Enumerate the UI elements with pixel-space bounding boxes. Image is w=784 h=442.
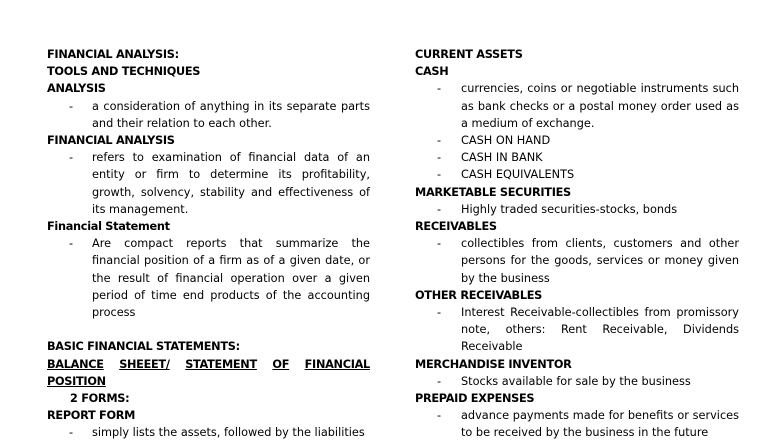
analysis-heading: ANALYSIS [47, 82, 106, 96]
merchandise-inventory-item [415, 373, 739, 390]
cash-equivalents-text: CASH EQUIVALENTS [461, 168, 575, 182]
receivables-heading: RECEIVABLES [415, 219, 497, 233]
bs-word: STATEMENT [185, 357, 257, 371]
left-column [47, 46, 370, 442]
marketable-securities-item [415, 201, 739, 218]
report-form-heading: REPORT FORM [47, 409, 136, 423]
cash-definition-text: currencies, coins or negotiable instruments such as bank checks or a postal money order used as a medium of exchange. [461, 82, 739, 130]
blank-line [47, 321, 370, 338]
receivables-item [415, 235, 739, 287]
receivables-text: collectibles from clients, customers and other persons for the goods, services or money given by the business [461, 237, 739, 285]
current-assets-heading: CURRENT ASSETS [415, 48, 523, 61]
cash-item [415, 166, 739, 183]
bs-word: SHEEET/ [119, 357, 170, 371]
merchandise-inventory-heading: MERCHANDISE INVENTOR [415, 357, 572, 371]
other-receivables-heading: OTHER RECEIVABLES [415, 288, 543, 302]
financial-analysis-heading: FINANCIAL ANALYSIS [47, 133, 175, 147]
analysis-text: a consideration of anything in its separate parts and their relation to each other. [92, 99, 370, 130]
bullet-dash: - [437, 82, 442, 96]
cash-on-hand-text: CASH ON HAND [461, 133, 551, 147]
prepaid-expenses-text: advance payments made for benefits or services to be received by the business in the future [461, 409, 739, 440]
report-form-text: simply lists the assets, followed by the liabilities [92, 426, 365, 440]
bullet-dash: - [69, 426, 74, 440]
right-column [415, 46, 739, 442]
bs-word: FINANCIAL [304, 357, 370, 371]
marketable-securities-text: Highly traded securities-stocks, bonds [461, 202, 678, 216]
cash-item [415, 149, 739, 166]
financial-analysis-text: refers to examination of financial data of an entity or firm to determine its profitability, growth, solvency, stability and effectiveness of its management. [92, 151, 370, 216]
bullet-dash: - [69, 151, 74, 165]
marketable-securities-heading: MARKETABLE SECURITIES [415, 185, 571, 199]
bullet-dash: - [437, 168, 442, 182]
cash-item [415, 132, 739, 149]
analysis-item [47, 98, 370, 132]
cash-item [415, 80, 739, 132]
bullet-dash: - [437, 202, 442, 216]
doc-title-line2: TOOLS AND TECHNIQUES [47, 65, 201, 79]
merchandise-inventory-text: Stocks available for sale by the business [461, 374, 691, 388]
bullet-dash: - [69, 237, 74, 251]
balance-sheet-heading-line1 [47, 356, 370, 373]
bullet-dash: - [437, 409, 442, 423]
bullet-dash: - [437, 151, 442, 165]
bs-word: BALANCE [47, 357, 104, 371]
bullet-dash: - [437, 305, 442, 319]
other-receivables-item [415, 304, 739, 356]
bs-word: OF [272, 357, 290, 371]
financial-statement-text: Are compact reports that summarize the financial position of a firm as of a given date, or the result of financial operation over a given period of time end products of the accounting process [92, 237, 370, 319]
other-receivables-text: Interest Receivable-collectibles from promissory note, others: Rent Receivable, Dividends Receivable [461, 305, 739, 354]
bullet-dash: - [69, 99, 74, 113]
bullet-dash: - [437, 133, 442, 147]
report-form-item [47, 424, 370, 441]
basic-fs-heading: BASIC FINANCIAL STATEMENTS: [47, 340, 240, 354]
bullet-dash: - [437, 237, 442, 251]
cash-heading: CASH [415, 65, 449, 79]
doc-title-line1: FINANCIAL ANALYSIS: [47, 48, 179, 61]
financial-analysis-item [47, 149, 370, 218]
financial-statement-heading: Financial Statement [47, 219, 170, 233]
financial-statement-item [47, 235, 370, 321]
forms-heading: 2 FORMS: [70, 391, 130, 405]
balance-sheet-heading-line2: POSITION [47, 374, 106, 388]
cash-in-bank-text: CASH IN BANK [461, 151, 543, 165]
prepaid-expenses-heading: PREPAID EXPENSES [415, 391, 535, 405]
prepaid-expenses-item [415, 407, 739, 441]
bullet-dash: - [437, 374, 442, 388]
